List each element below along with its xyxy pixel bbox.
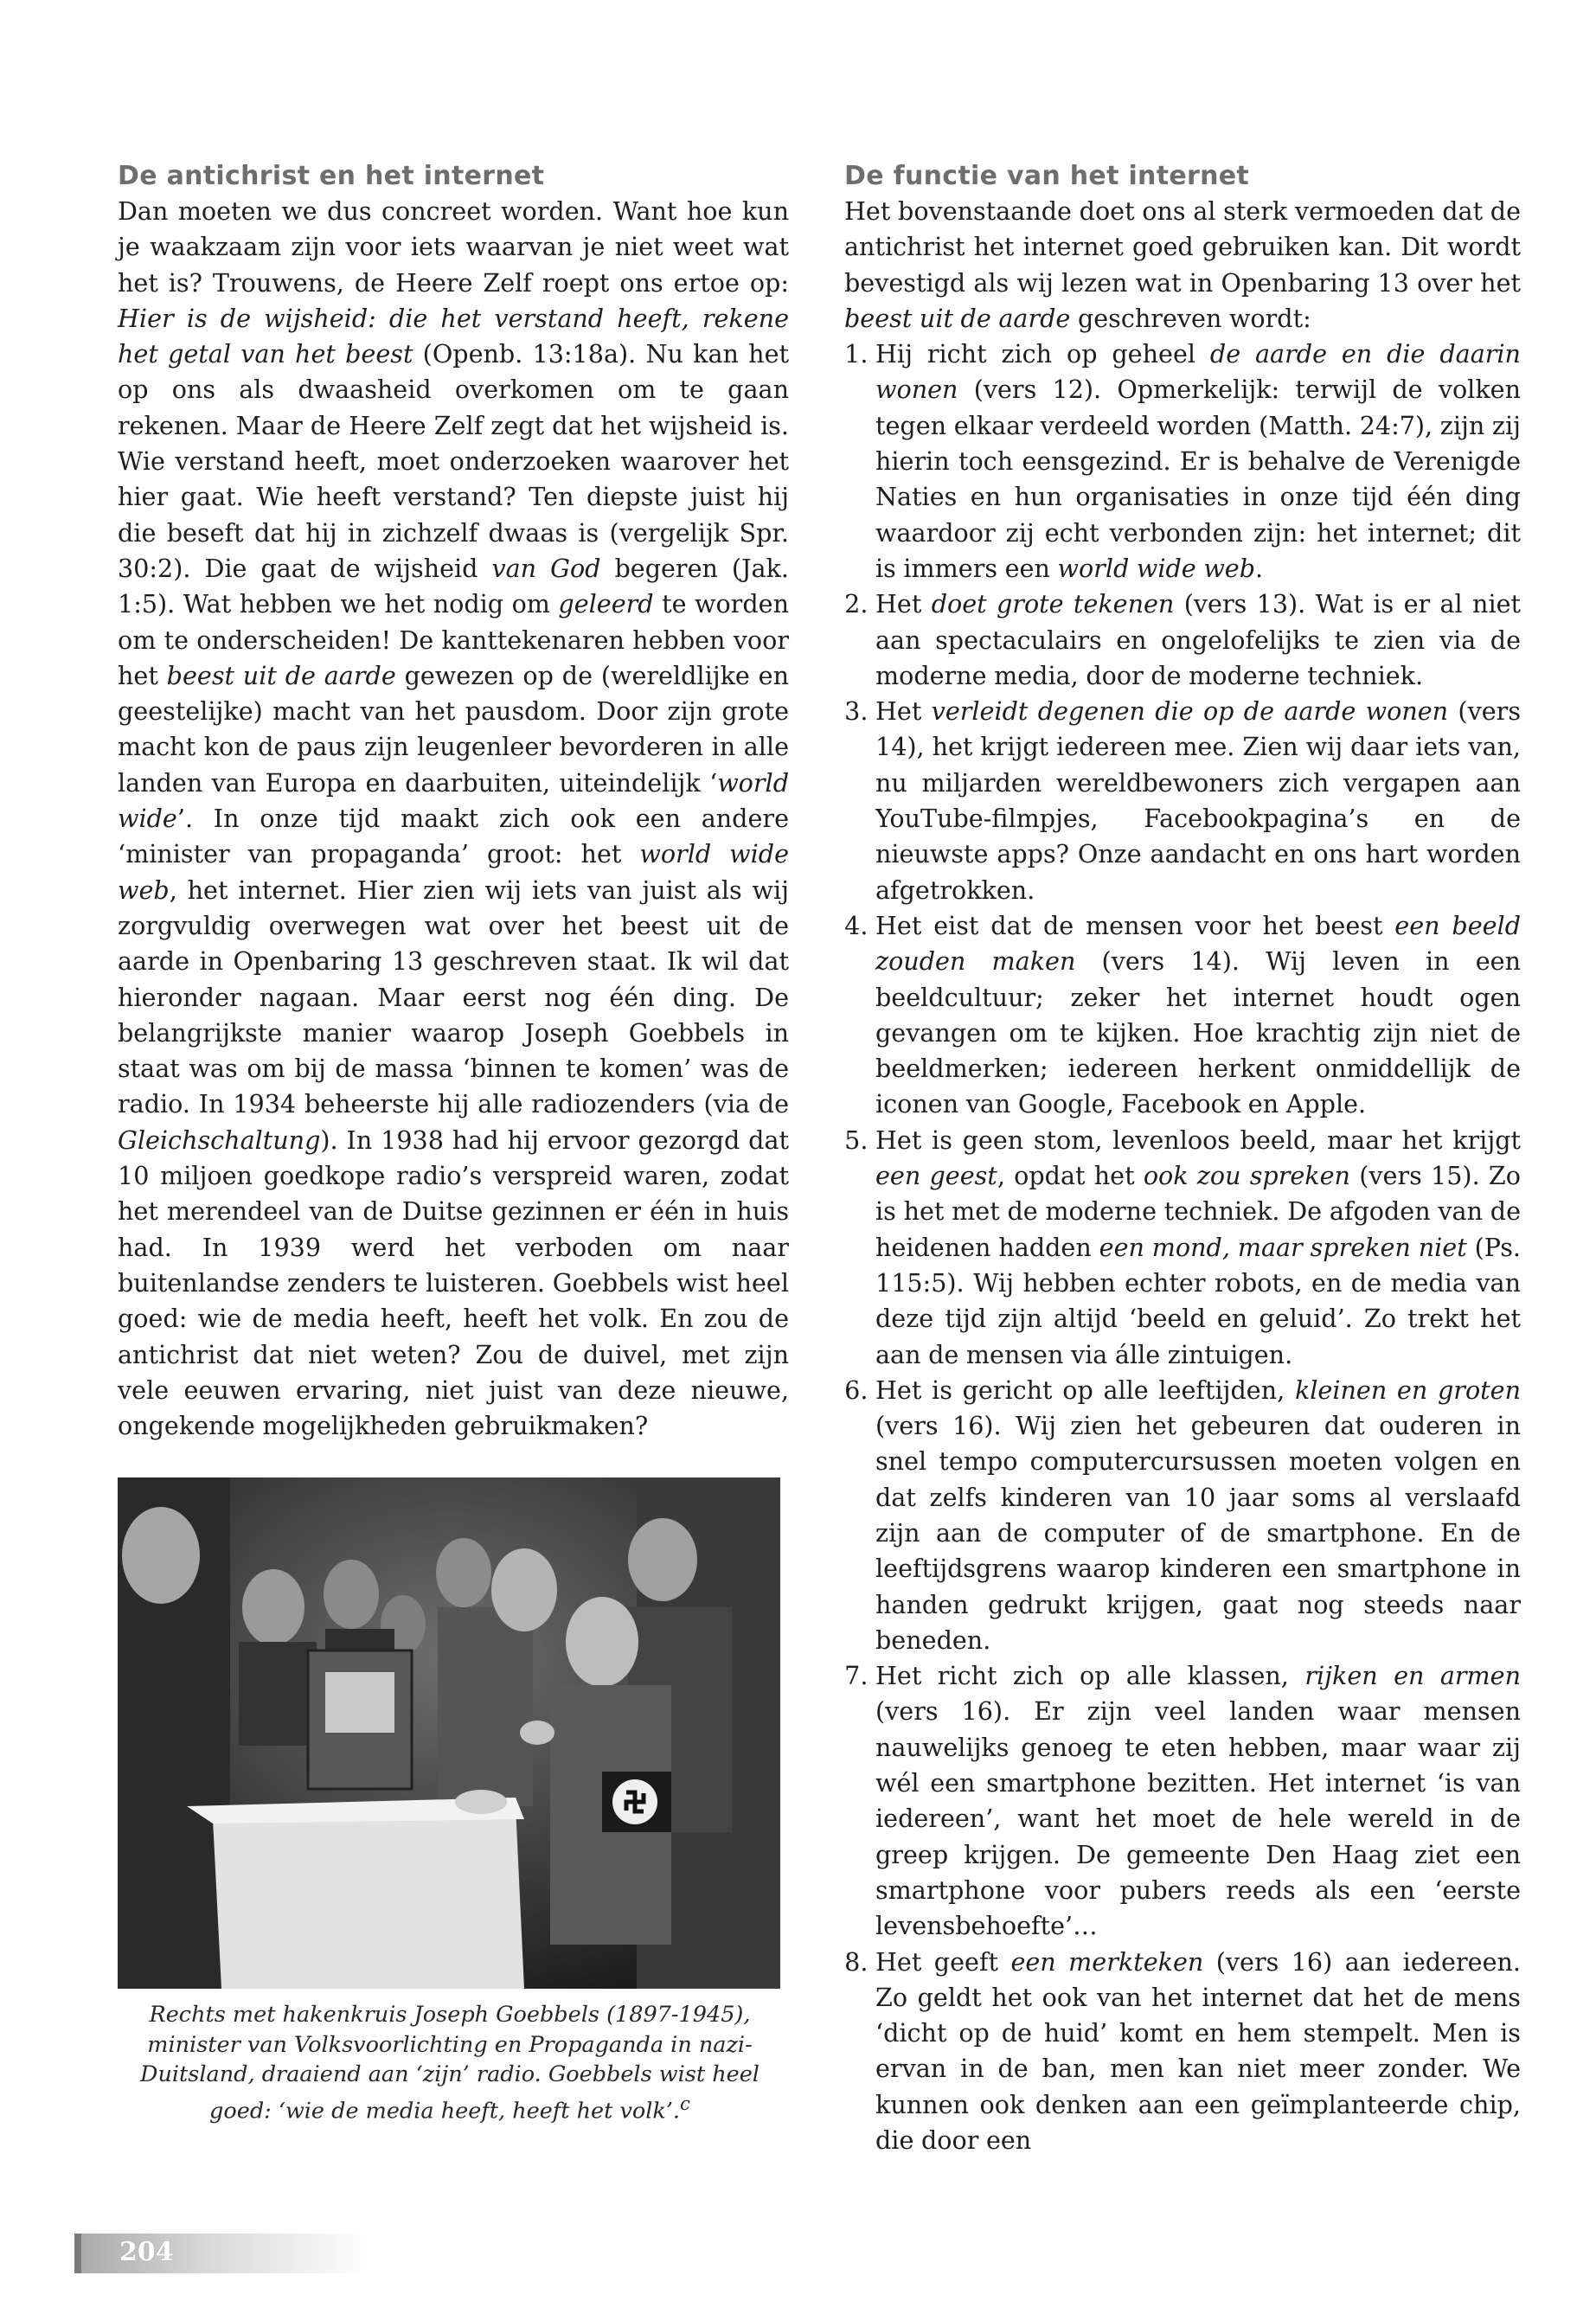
intro-paragraph-right: Het bovenstaande doet ons al sterk vermoeden dat de antichrist het internet goed gebruiken kan. Dit wordt bevestigd als wij lezen wat in Openbaring 13 over het beest uit de aarde geschreven wordt: — [844, 196, 1521, 333]
list-item: 4. Het eist dat de mensen voor het beest een beeld zouden maken (vers 14). Wij leven in een beeldcultuur; zeker het internet houdt ogen gevangen om te kijken. Hoe krachtig zijn niet de beeldmerken; iedereen herkent onmiddellijk de iconen van Google, Facebook en Apple. — [875, 908, 1521, 1123]
page-number-tab — [74, 2234, 369, 2273]
photo-caption: Rechts met hakenkruis Joseph Goebbels (1897-1945), minister van Volksvoorlichting en Propaganda in nazi-Duitsland, draaiend aan ‘zijn’ radio. Goebbels wist heel goed: ‘wie de media heeft, heeft het volk’.$^c$ — [140, 2002, 760, 2124]
section-heading-antichrist: De antichrist en het internet — [118, 161, 545, 191]
list-item: 7. Het richt zich op alle klassen, rijken en armen (vers 16). Er zijn veel landen waar mensen nauwelijks genoeg te eten hebben, maar waar zij wél een smartphone bezitten. Het internet ‘is van iedereen’, want het moet de hele wereld in de greep krijgen. De gemeente Den Haag ziet een smartphone voor pubers reeds als een ‘eerste levensbehoefte’… — [875, 1658, 1521, 1944]
historical-photo-goebbels-radio — [118, 1477, 780, 1989]
numbered-list — [844, 336, 1521, 2158]
list-item: 8. Het geeft een merkteken (vers 16) aan iedereen. Zo geldt het ook van het internet dat het de mens ‘dicht op de huid’ komt en hem stempelt. Men is ervan in de ban, men kan niet meer zonder. We kunnen ook denken aan een geïmplanteerde chip, die door een — [875, 1945, 1521, 2159]
list-item: 2. Het doet grote tekenen (vers 13). Wat is er al niet aan spectaculairs en ongelofelijks te zien via de moderne media, door de moderne techniek. — [875, 586, 1521, 694]
list-item: 3. Het verleidt degenen die op de aarde wonen (vers 14), het krijgt iedereen mee. Zien wij daar iets van, nu miljarden wereldbewoners zich vergapen aan YouTube-filmpjes, Facebookpagina’s en de nieuwste apps? Onze aandacht en ons hart worden afgetrokken. — [875, 694, 1521, 908]
page-number: 204 — [119, 2237, 174, 2267]
photo-illustration — [118, 1477, 780, 1989]
list-item: 6. Het is gericht op alle leeftijden, kleinen en groten (vers 16). Wij zien het gebeuren dat ouderen in snel tempo computercursussen moeten volgen en dat zelfs kinderen van 10 jaar soms al verslaafd zijn aan de computer of de smartphone. En de leeftijdsgrens waarop kinderen een smartphone in handen gedrukt krijgen, gaat nog steeds naar beneden. — [875, 1373, 1521, 1658]
list-item: 1. Hij richt zich op geheel de aarde en die daarin wonen (vers 12). Opmerkelijk: terwijl de volken tegen elkaar verdeeld worden (Matth. 24:7), zijn zij hierin toch eensgezind. Er is behalve de Verenigde Naties en hun organisaties in onze tijd één ding waardoor zij echt verbonden zijn: het internet; dit is immers een world wide web. — [875, 336, 1521, 586]
body-paragraph-left: Dan moeten we dus concreet worden. Want hoe kun je waakzaam zijn voor iets waarvan je niet weet wat het is? Trouwens, de Heere Zelf roept ons ertoe op: Hier is de wijsheid: die het verstand heeft, rekene het getal van het beest (Openb. 13:18a). Nu kan het op ons als dwaasheid overkomen om te gaan rekenen. Maar de Heere Zelf zegt dat het wijsheid is. Wie verstand heeft, moet onderzoeken waarover het hier gaat. Wie heeft verstand? Ten diepste juist hij die beseft dat hij in zichzelf dwaas is (vergelijk Spr. 30:2). Die gaat de wijsheid van God begeren (Jak. 1:5). Wat hebben we het nodig om geleerd te worden om te onderscheiden! De kanttekenaren hebben voor het beest uit de aarde gewezen op de (wereldlijke en geestelijke) macht van het pausdom. Door zijn grote macht kon de paus zijn leugenleer bevorderen in alle landen van Europa en daarbuiten, uiteindelijk ‘world wide’. In onze tijd maakt zich ook een andere ‘minister van propaganda’ groot: het world wide web, het internet. Hier zien wij iets van juist als wij zorgvuldig overwegen wat over het beest uit de aarde in Openbaring 13 geschreven staat. Ik wil dat hieronder nagaan. Maar eerst nog één ding. De belangrijkste manier waarop Joseph Goebbels in staat was om bij de massa ‘binnen te komen’ was de radio. In 1934 beheerste hij alle radiozenders (via de Gleichschaltung). In 1938 had hij ervoor gezorgd dat 10 miljoen goedkope radio’s verspreid waren, zodat het merendeel van de Duitse gezinnen er één in huis had. In 1939 werd het verboden om naar buitenlandse zenders te luisteren. Goebbels wist heel goed: wie de media heeft, heeft het volk. En zou de antichrist dat niet weten? Zou de duivel, met zijn vele eeuwen ervaring, niet juist van deze nieuwe, ongekende mogelijkheden gebruikmaken? — [118, 196, 790, 1441]
folio-marker — [74, 2234, 81, 2273]
right-column — [844, 159, 1521, 2158]
list-item: 5. Het is geen stom, levenloos beeld, maar het krijgt een geest, opdat het ook zou spreken (vers 15). Zo is het met de moderne techniek. De afgoden van de heidenen hadden een mond, maar spreken niet (Ps. 115:5). Wij hebben echter robots, en de media van deze tijd zijn altijd ‘beeld en geluid’. Zo trekt het aan de mensen via álle zintuigen. — [875, 1123, 1521, 1373]
section-heading-functie: De functie van het internet — [844, 161, 1250, 191]
left-column — [118, 159, 789, 1444]
